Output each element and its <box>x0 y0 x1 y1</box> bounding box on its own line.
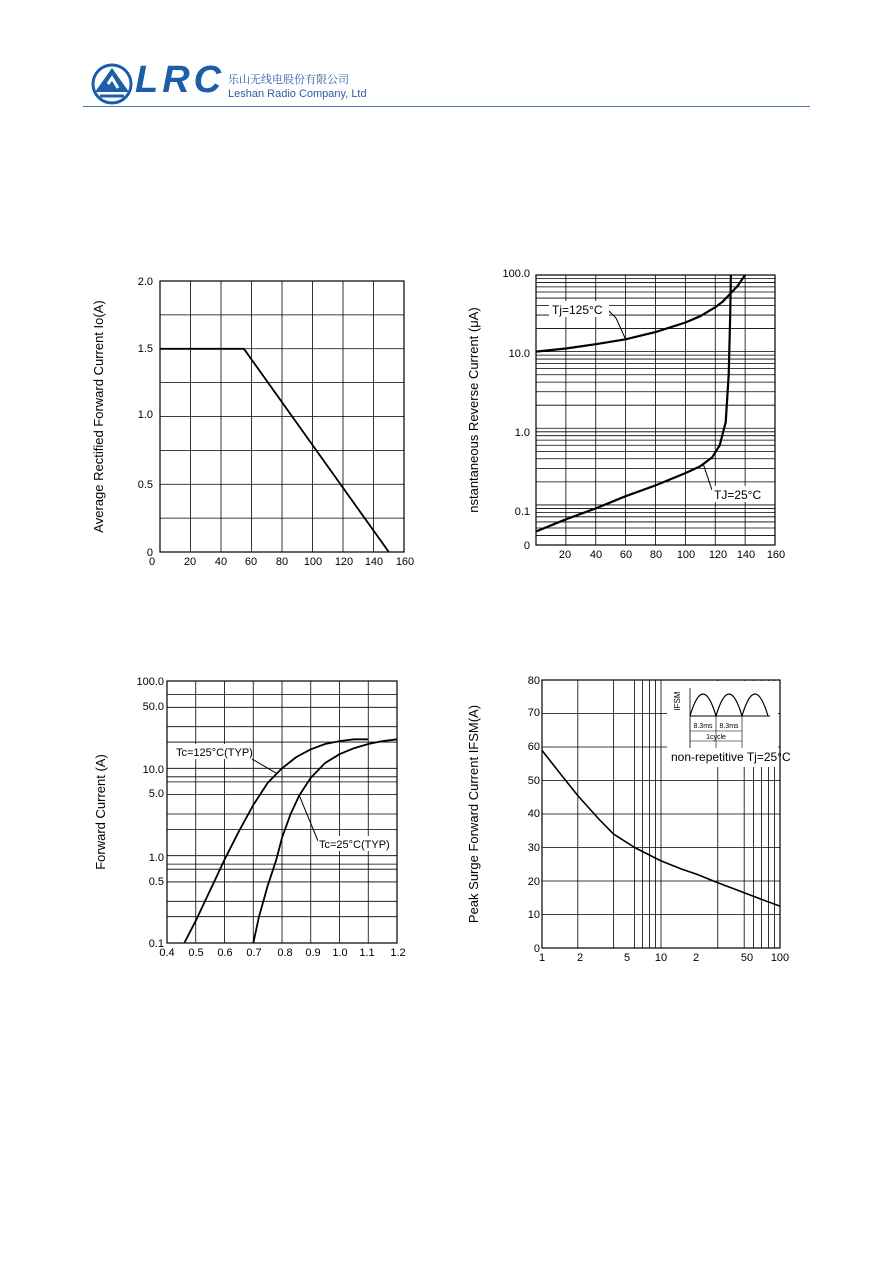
y-tick-label: 50 <box>527 775 540 787</box>
y-tick-label: 5.0 <box>148 788 164 800</box>
x-tick-label: 10 <box>654 952 668 964</box>
y-tick-label: 1.0 <box>137 409 153 421</box>
x-tick-label: 100 <box>676 549 696 561</box>
y-tick-label: 10 <box>527 909 540 921</box>
x-tick-label: 0.6 <box>217 947 233 959</box>
y-tick-label: 40 <box>527 808 540 820</box>
inset-half-period-label: 8.3ms <box>693 723 713 730</box>
inset-note: non-repetitive Tj=25°C <box>671 750 791 764</box>
y-axis-label: Peak Surge Forward Current IFSM(A) <box>466 704 481 924</box>
chart-4 <box>466 675 791 964</box>
x-tick-label: 0.8 <box>277 947 293 959</box>
y-tick-label: 0.1 <box>514 506 530 518</box>
y-axis-label: Average Rectified Forward Current Io(A) <box>91 300 106 533</box>
chart-1 <box>91 276 414 568</box>
x-tick-label: 40 <box>589 549 603 561</box>
x-tick-label: 50 <box>740 952 754 964</box>
y-axis-label: Forward Current (A) <box>93 754 108 870</box>
y-tick-label: 0.1 <box>148 938 164 950</box>
x-tick-label: 100 <box>303 556 323 568</box>
y-tick-label: 100.0 <box>136 676 164 688</box>
series-label-125: Tj=125°C <box>552 303 603 317</box>
x-tick-label: 160 <box>766 549 786 561</box>
x-tick-label: 0.7 <box>246 947 262 959</box>
series-label-tc125: Tc=125°C(TYP) <box>176 747 253 759</box>
y-tick-label: 0.5 <box>148 876 164 888</box>
y-tick-label: 70 <box>527 707 540 719</box>
chart-2 <box>466 268 785 561</box>
x-tick-label: 80 <box>649 549 663 561</box>
annotation-leader-tc125 <box>252 759 276 773</box>
annotation-leader-125-elbow <box>608 310 616 318</box>
x-tick-label: 20 <box>558 549 572 561</box>
x-tick-label: 1.0 <box>332 947 348 959</box>
company-name-chinese: 乐山无线电股份有限公司 <box>228 73 349 86</box>
chart-3 <box>93 676 406 959</box>
x-tick-label: 0.5 <box>188 947 204 959</box>
y-tick-label: 1.0 <box>148 852 164 864</box>
series-label-tc25: Tc=25°C(TYP) <box>319 839 390 851</box>
x-tick-label: 120 <box>334 556 354 568</box>
y-tick-label: 0 <box>523 540 530 552</box>
chart-1-grid <box>160 281 404 552</box>
y-tick-label: 0.5 <box>137 479 153 491</box>
y-tick-label: 2.0 <box>137 276 153 288</box>
x-tick-label: 80 <box>275 556 289 568</box>
x-tick-label: 1.1 <box>359 947 375 959</box>
x-tick-label: 5 <box>623 952 631 964</box>
x-tick-label: 140 <box>736 549 756 561</box>
x-tick-label: 160 <box>395 556 415 568</box>
y-tick-label: 30 <box>527 842 540 854</box>
x-tick-label: 140 <box>364 556 384 568</box>
ifsm-waveform-inset <box>667 681 791 767</box>
x-tick-label: 120 <box>708 549 728 561</box>
x-tick-label: 100 <box>770 952 790 964</box>
inset-half-period-label: 8.3ms <box>719 723 739 730</box>
x-tick-label: 2 <box>576 952 584 964</box>
y-tick-label: 60 <box>527 741 540 753</box>
x-tick-label: 20 <box>183 556 197 568</box>
y-tick-label: 50.0 <box>142 701 164 713</box>
series-label-25: TJ=25°C <box>714 488 762 502</box>
y-tick-label: 10.0 <box>142 764 164 776</box>
x-tick-label: 60 <box>619 549 633 561</box>
company-logo-text: LRC <box>135 59 226 101</box>
y-tick-label: 0 <box>146 547 153 559</box>
x-tick-label: 0 <box>148 556 156 568</box>
inset-ylabel: IFSM <box>673 691 682 711</box>
chart-3-grid <box>167 681 397 943</box>
inset-period-label: 1cycle <box>706 734 726 741</box>
y-tick-label: 20 <box>527 876 540 888</box>
y-axis-label: nstantaneous Reverse Current (μA) <box>466 307 481 513</box>
x-tick-label: 2 <box>692 952 700 964</box>
x-tick-label: 60 <box>244 556 258 568</box>
x-tick-label: 0.4 <box>159 947 175 959</box>
y-tick-label: 10.0 <box>508 348 530 360</box>
annotation-leader-tc25 <box>299 795 318 841</box>
x-tick-label: 0.9 <box>305 947 321 959</box>
x-tick-label: 1 <box>538 952 546 964</box>
company-name-english: Leshan Radio Company, Ltd <box>228 88 367 100</box>
x-tick-label: 40 <box>214 556 228 568</box>
y-tick-label: 1.5 <box>137 343 153 355</box>
y-tick-label: 0 <box>533 943 540 955</box>
y-tick-label: 80 <box>527 675 540 687</box>
y-tick-label: 1.0 <box>514 427 530 439</box>
y-tick-label: 100.0 <box>502 268 530 280</box>
x-tick-label: 1.2 <box>390 947 406 959</box>
